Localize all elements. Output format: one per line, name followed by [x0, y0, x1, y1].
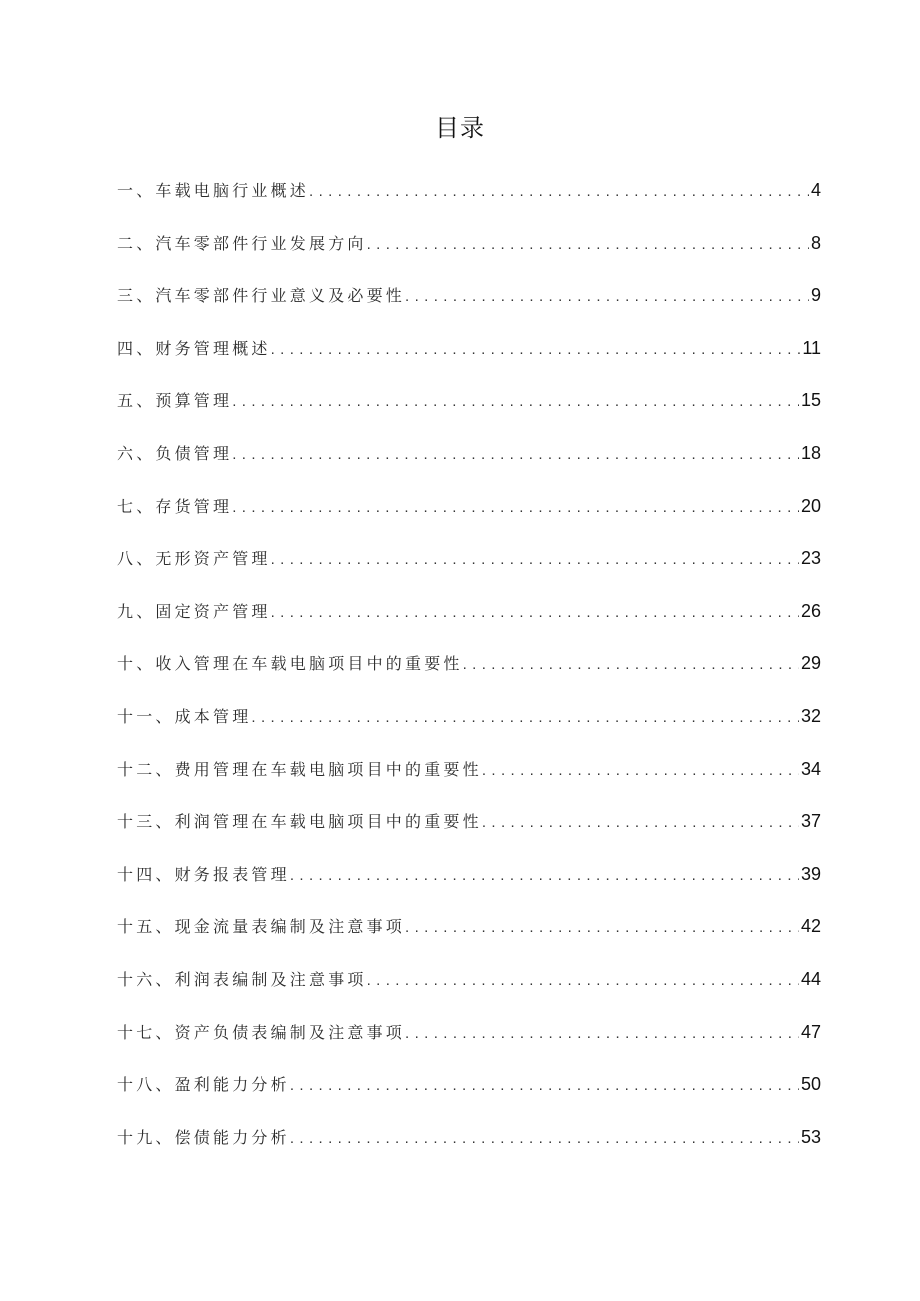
toc-entry-page-number: 50 [800, 1074, 821, 1095]
toc-entry-page-number: 53 [800, 1126, 821, 1147]
toc-entry-page-number: 26 [800, 600, 821, 621]
toc-entry-label: 十八、盈利能力分析 [117, 1075, 290, 1095]
toc-entry-page-number: 32 [800, 705, 821, 726]
toc-entry[interactable] [117, 1119, 821, 1172]
toc-entry[interactable] [117, 488, 821, 541]
toc-entry-page-number: 44 [800, 968, 821, 989]
toc-entry-label: 十、收入管理在车载电脑项目中的重要性 [117, 654, 463, 674]
toc-entry-label: 五、预算管理 [117, 391, 233, 411]
dot-leader [290, 1068, 799, 1104]
toc-title: 目录 [435, 114, 485, 142]
toc-entry-label: 四、财务管理概述 [117, 338, 271, 358]
dot-leader [232, 437, 799, 473]
toc-entry[interactable] [117, 856, 821, 909]
toc-entry-label: 十七、资产负债表编制及注意事项 [117, 1022, 406, 1042]
toc-entry[interactable] [117, 540, 821, 593]
toc-entry[interactable] [117, 382, 821, 435]
toc-entry[interactable] [117, 330, 821, 383]
toc-entry-page-number: 39 [800, 863, 821, 884]
toc-entry-label: 十九、偿债能力分析 [117, 1127, 290, 1147]
toc-entry-page-number: 20 [800, 495, 821, 516]
toc-entry-label: 三、汽车零部件行业意义及必要性 [117, 286, 406, 306]
toc-entry-page-number: 37 [800, 811, 821, 832]
toc-entry[interactable] [117, 225, 821, 278]
dot-leader [271, 542, 799, 578]
toc-entry-page-number: 29 [800, 653, 821, 674]
dot-leader [271, 595, 799, 631]
toc-entry-page-number: 23 [800, 548, 821, 569]
dot-leader [367, 227, 809, 263]
dot-leader [463, 647, 799, 683]
dot-leader [309, 174, 809, 210]
toc-entry-label: 十三、利润管理在车载电脑项目中的重要性 [117, 812, 482, 832]
dot-leader [232, 490, 799, 526]
toc-entry-page-number: 11 [802, 337, 821, 358]
toc-entry-label: 十五、现金流量表编制及注意事项 [117, 917, 406, 937]
toc-entry[interactable] [117, 961, 821, 1014]
dot-leader [290, 1121, 799, 1157]
toc-entry-page-number: 9 [810, 285, 821, 306]
toc-entry-page-number: 47 [800, 1021, 821, 1042]
toc-entry[interactable] [117, 435, 821, 488]
toc-entry[interactable] [117, 172, 821, 225]
dot-leader [482, 805, 799, 841]
toc-entry-label: 十四、财务报表管理 [117, 864, 290, 884]
toc-entry-page-number: 8 [810, 232, 821, 253]
toc-entry-label: 十二、费用管理在车载电脑项目中的重要性 [117, 759, 482, 779]
toc-entry-label: 十一、成本管理 [117, 706, 252, 726]
dot-leader [405, 910, 799, 946]
toc-entry[interactable] [117, 698, 821, 751]
toc-entry[interactable] [117, 908, 821, 961]
toc-entry-page-number: 15 [800, 390, 821, 411]
dot-leader [405, 1016, 799, 1052]
dot-leader [405, 279, 809, 315]
dot-leader [251, 700, 799, 736]
toc-entry-label: 八、无形资产管理 [117, 549, 271, 569]
dot-leader [232, 384, 799, 420]
toc-entry-label: 六、负债管理 [117, 443, 233, 463]
toc-entry-label: 十六、利润表编制及注意事项 [117, 969, 367, 989]
toc-entry-label: 二、汽车零部件行业发展方向 [117, 233, 367, 253]
toc-entry[interactable] [117, 1014, 821, 1067]
toc-entry-page-number: 18 [800, 442, 821, 463]
toc-entry-page-number: 42 [800, 916, 821, 937]
dot-leader [271, 332, 801, 368]
toc-entry-label: 九、固定资产管理 [117, 601, 271, 621]
toc-entry[interactable] [117, 645, 821, 698]
toc-entry[interactable] [117, 1066, 821, 1119]
toc-entry[interactable] [117, 277, 821, 330]
toc-entry-label: 一、车载电脑行业概述 [117, 181, 310, 200]
dot-leader [482, 753, 799, 789]
table-of-contents [117, 172, 821, 1171]
toc-entry-label: 七、存货管理 [117, 496, 233, 516]
toc-entry[interactable] [117, 751, 821, 804]
toc-entry[interactable] [117, 803, 821, 856]
toc-entry-page-number: 34 [800, 758, 821, 779]
dot-leader [290, 858, 799, 894]
dot-leader [367, 963, 799, 999]
toc-entry-page-number: 4 [810, 180, 821, 200]
toc-entry[interactable] [117, 593, 821, 646]
